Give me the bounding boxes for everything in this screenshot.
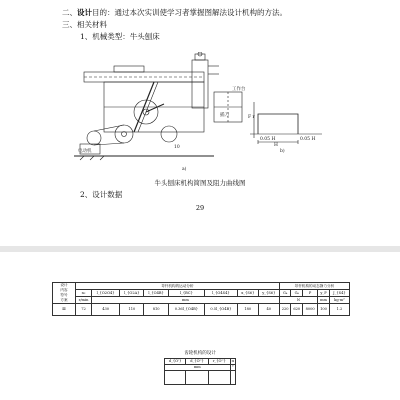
table-cell: 0.36l_{O4B} xyxy=(168,304,204,316)
label-005h-b: 0.05 H xyxy=(300,137,316,142)
symbol-cell: r_{O''} xyxy=(208,359,230,365)
intermediate-gear xyxy=(115,125,133,143)
symbol-cell: d_{O''} xyxy=(186,359,209,365)
symbol-cell: y_P xyxy=(318,290,330,297)
table-cell: 0.5l_{O4B} xyxy=(205,304,238,316)
table-cell: 810 xyxy=(144,304,168,316)
item-2-design-data: 2、设计数据 xyxy=(80,190,123,199)
label-a: a) xyxy=(182,167,187,172)
row-label: Ⅲ xyxy=(53,304,76,316)
page-number: 29 xyxy=(195,204,205,212)
symbol-cell: J_{S4} xyxy=(329,290,349,297)
unit-cell: N xyxy=(279,297,317,304)
motor-label: 电动机 xyxy=(78,149,92,154)
table-cell: 100 xyxy=(318,304,330,316)
section-keyword: 设计 xyxy=(77,8,92,17)
label-b: b) xyxy=(280,149,285,154)
worktable-label: 工作台 xyxy=(232,87,246,92)
symbol-cell: x_{S6} xyxy=(237,290,258,297)
symbol-cell: l_{O4S4} xyxy=(205,290,238,297)
motor-pulley xyxy=(87,131,101,145)
page-separator xyxy=(0,246,400,252)
section-number: 二、 xyxy=(62,8,77,17)
resistance-curve xyxy=(258,114,298,134)
table-cell: 110 xyxy=(120,304,144,316)
item-1-machine-type: 1、机械类型：牛头刨床 xyxy=(80,32,160,41)
table-cell: 8000 xyxy=(303,304,318,316)
symbol-cell: l_{O2A} xyxy=(120,290,144,297)
symbol-cell: l_{O2O4} xyxy=(92,290,120,297)
symbol-cell: G₄ xyxy=(279,290,291,297)
ram-bracket xyxy=(114,66,144,72)
gear-table-title: 齿轮机构的设计 xyxy=(184,351,216,356)
design-data-table xyxy=(52,282,350,316)
unit-cell: mm xyxy=(318,297,330,304)
symbol-cell: d_{O'} xyxy=(165,359,186,365)
symbol-cell: y_{S6} xyxy=(258,290,279,297)
table-corner: 设计 内容 符号 方案 xyxy=(53,283,76,304)
symbol-cell: l_{O4B} xyxy=(144,290,168,297)
tool-head-column xyxy=(192,60,208,108)
table-cell xyxy=(165,371,186,385)
group-header-kinematics: 导杆机构的运动分析 xyxy=(76,283,280,290)
table-cell: 40 xyxy=(258,304,279,316)
unit-cell: mm xyxy=(165,365,231,371)
symbol-cell: P xyxy=(303,290,318,297)
table-cell xyxy=(186,371,209,385)
figure-caption: 牛头刨床机构简图及阻力曲线图 xyxy=(154,179,246,187)
group-header-dynamics: 导杆机构的动态静力分析 xyxy=(279,283,349,290)
table-cell: 620 xyxy=(291,304,303,316)
shaper-mechanism-diagram xyxy=(74,52,326,174)
unit-cell: ° xyxy=(231,365,234,369)
unit-cell: r/min xyxy=(76,297,92,304)
table-cell xyxy=(230,371,235,385)
table-cell: 430 xyxy=(92,304,120,316)
table-cell xyxy=(208,371,230,385)
unit-cell: mm xyxy=(92,297,280,304)
symbol-cell: G₆ xyxy=(291,290,303,297)
tool-head-top xyxy=(195,54,205,60)
section-2-heading xyxy=(62,8,287,18)
table-cell: 220 xyxy=(279,304,291,316)
gear-design-table xyxy=(164,358,236,385)
label-h: H xyxy=(274,143,278,148)
label-005h-a: 0.05 H xyxy=(260,137,276,142)
symbol-cell: l_{BC} xyxy=(168,290,204,297)
table-cell: 1.2 xyxy=(329,304,349,316)
table-cell: 180 xyxy=(237,304,258,316)
label-slider: 插刀 xyxy=(220,113,229,118)
table-cell: 72 xyxy=(76,304,92,316)
label-10: 10 xyxy=(174,145,180,150)
unit-cell: kg·m² xyxy=(329,297,349,304)
label-fr: F r xyxy=(248,115,255,120)
symbol-cell: n₂ xyxy=(76,290,92,297)
symbol-cell: α xyxy=(231,359,235,363)
side-gear xyxy=(161,126,177,142)
section-text: 目的：通过本次实训使学习者掌握图解法设计机构的方法。 xyxy=(92,8,287,17)
section-3-heading: 三、相关材料 xyxy=(62,20,107,29)
